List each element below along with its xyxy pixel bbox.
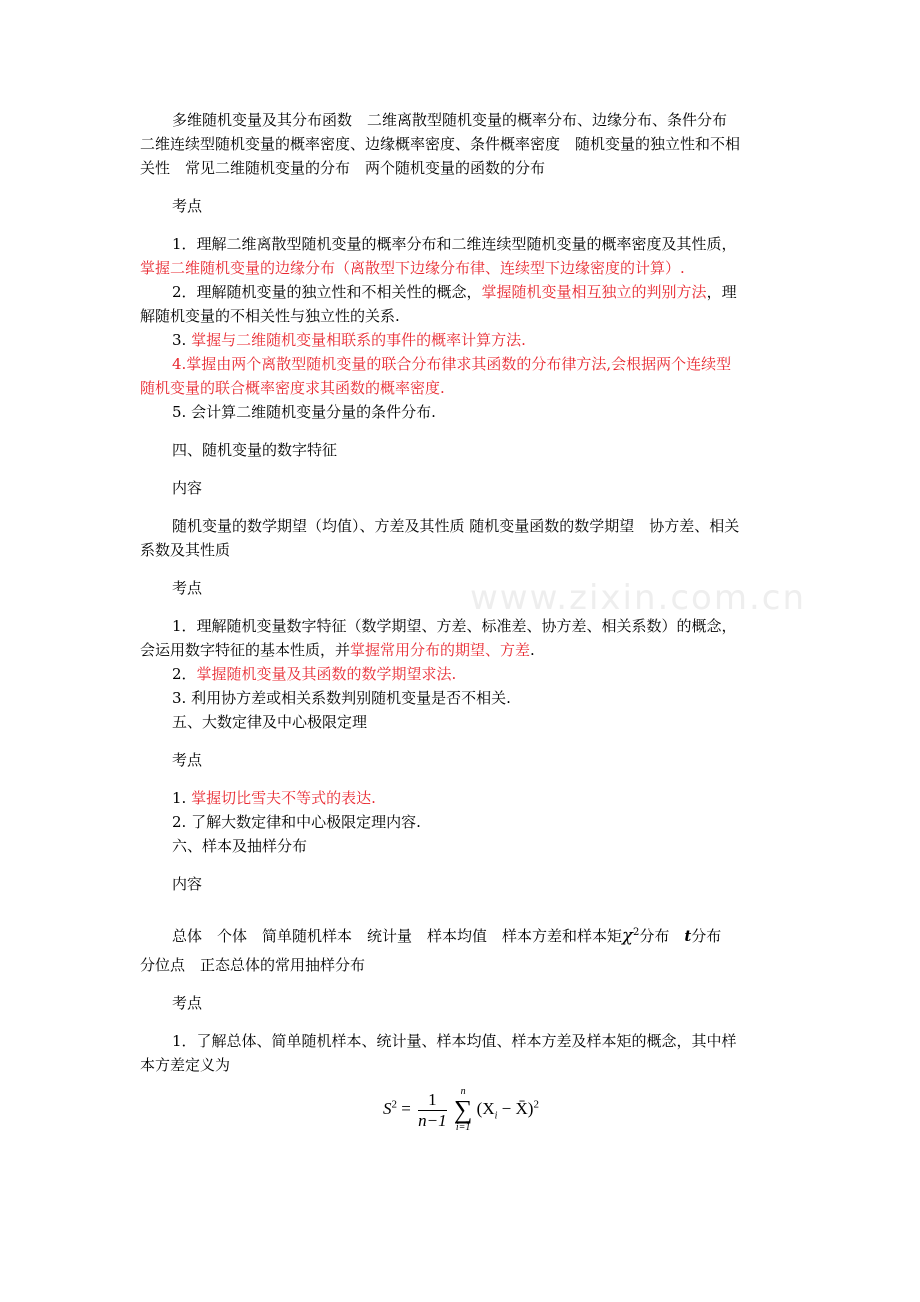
denominator: n−1 bbox=[418, 1110, 447, 1130]
item-number: 1. bbox=[172, 789, 192, 807]
list-item bbox=[140, 786, 782, 810]
kaodian-heading: 考点 bbox=[172, 751, 203, 769]
chi-symbol: χ bbox=[622, 925, 633, 946]
list-item: 3. 利用协方差或相关系数判别随机变量是否不相关. bbox=[172, 689, 511, 707]
text: . bbox=[530, 641, 535, 659]
sum-upper: n bbox=[460, 1086, 466, 1097]
list-item bbox=[140, 662, 782, 686]
text: 分布 bbox=[639, 927, 685, 945]
text: ，理 bbox=[706, 283, 737, 301]
intro-line-1: 多维随机变量及其分布函数 二维离散型随机变量的概率分布、边缘分布、条件分布 bbox=[172, 111, 728, 129]
highlight-text: 掌握与二维随机变量相联系的事件的概率计算方法. bbox=[191, 331, 526, 349]
superscript: 2 bbox=[533, 1098, 539, 1111]
fraction bbox=[418, 1090, 446, 1131]
document-page bbox=[140, 108, 782, 1133]
t-symbol: t bbox=[684, 927, 692, 945]
text: − X̄) bbox=[497, 1098, 534, 1118]
intro-line-2: 二维连续型随机变量的概率密度、边缘概率密度、条件概率密度 随机变量的独立性和不相 bbox=[140, 135, 741, 153]
equals-sign: = bbox=[401, 1098, 411, 1118]
highlight-text: 掌握切比雪夫不等式的表达. bbox=[191, 789, 376, 807]
intro-line-3: 关性 常见二维随机变量的分布 两个随机变量的函数的分布 bbox=[140, 159, 546, 177]
highlight-text: 掌握随机变量相互独立的判别方法 bbox=[481, 283, 707, 301]
item-number: 3. bbox=[172, 331, 192, 349]
list-item bbox=[140, 280, 782, 304]
list-item: 1．理解随机变量数字特征（数学期望、方差、标准差、协方差、相关系数）的概念， bbox=[172, 617, 737, 635]
text: 2．理解随机变量的独立性和不相关性的概念， bbox=[172, 283, 482, 301]
text: 会运用数字特征的基本性质，并 bbox=[140, 641, 351, 659]
sum-lower: i=1 bbox=[455, 1122, 471, 1133]
list-item: 1．了解总体、简单随机样本、统计量、样本均值、样本方差及样本矩的概念，其中样 bbox=[172, 1032, 737, 1050]
numerator: 1 bbox=[418, 1090, 446, 1111]
list-item-continuation: 掌握二维随机变量的边缘分布（离散型下边缘分布律、连续型下边缘密度的计算）. bbox=[140, 259, 685, 277]
formula-body bbox=[476, 1098, 539, 1122]
content-line bbox=[140, 916, 782, 953]
list-item-continuation bbox=[140, 638, 782, 662]
list-item-continuation: 本方差定义为 bbox=[140, 1056, 231, 1074]
neirong-heading: 内容 bbox=[172, 875, 203, 893]
list-item-continuation: 解随机变量的不相关性与独立性的关系. bbox=[140, 307, 400, 325]
sigma-symbol: ∑ bbox=[453, 1095, 473, 1124]
list-item: 4.掌握由两个离散型随机变量的联合分布律求其函数的分布律方法,会根据两个连续型 bbox=[172, 355, 732, 373]
content-line: 随机变量的数学期望（均值）、方差及其性质 随机变量函数的数学期望 协方差、相关 bbox=[172, 517, 740, 535]
list-item-continuation: 随机变量的联合概率密度求其函数的概率密度. bbox=[140, 379, 445, 397]
text: 分布 bbox=[691, 927, 722, 945]
content-line: 分位点 正态总体的常用抽样分布 bbox=[140, 956, 366, 974]
summation bbox=[454, 1087, 473, 1133]
kaodian-heading: 考点 bbox=[172, 994, 203, 1012]
variance-formula bbox=[140, 1087, 782, 1133]
list-item bbox=[140, 328, 782, 352]
formula-lhs: S bbox=[383, 1098, 392, 1118]
text: (X bbox=[476, 1098, 495, 1118]
superscript: 2 bbox=[632, 927, 640, 938]
content-line: 系数及其性质 bbox=[140, 541, 231, 559]
section-title: 六、样本及抽样分布 bbox=[172, 837, 308, 855]
item-number: 2． bbox=[172, 665, 197, 683]
section-title: 四、随机变量的数字特征 bbox=[172, 441, 338, 459]
list-item: 2. 了解大数定律和中心极限定理内容. bbox=[172, 813, 421, 831]
superscript: 2 bbox=[391, 1098, 398, 1111]
kaodian-heading: 考点 bbox=[172, 197, 203, 215]
list-item: 5. 会计算二维随机变量分量的条件分布. bbox=[172, 403, 436, 421]
neirong-heading: 内容 bbox=[172, 479, 203, 497]
section-title: 五、大数定律及中心极限定理 bbox=[172, 713, 368, 731]
text: 总体 个体 简单随机样本 统计量 样本均值 样本方差和样本矩 bbox=[172, 927, 623, 945]
watermark: www.zixin.com.cn bbox=[470, 578, 806, 618]
subscript: i bbox=[494, 1110, 498, 1122]
highlight-text: 掌握随机变量及其函数的数学期望求法. bbox=[196, 665, 457, 683]
highlight-text: 掌握常用分布的期望、方差 bbox=[350, 641, 531, 659]
kaodian-heading: 考点 bbox=[172, 579, 203, 597]
list-item: 1．理解二维离散型随机变量的概率分布和二维连续型随机变量的概率密度及其性质， bbox=[172, 235, 737, 253]
